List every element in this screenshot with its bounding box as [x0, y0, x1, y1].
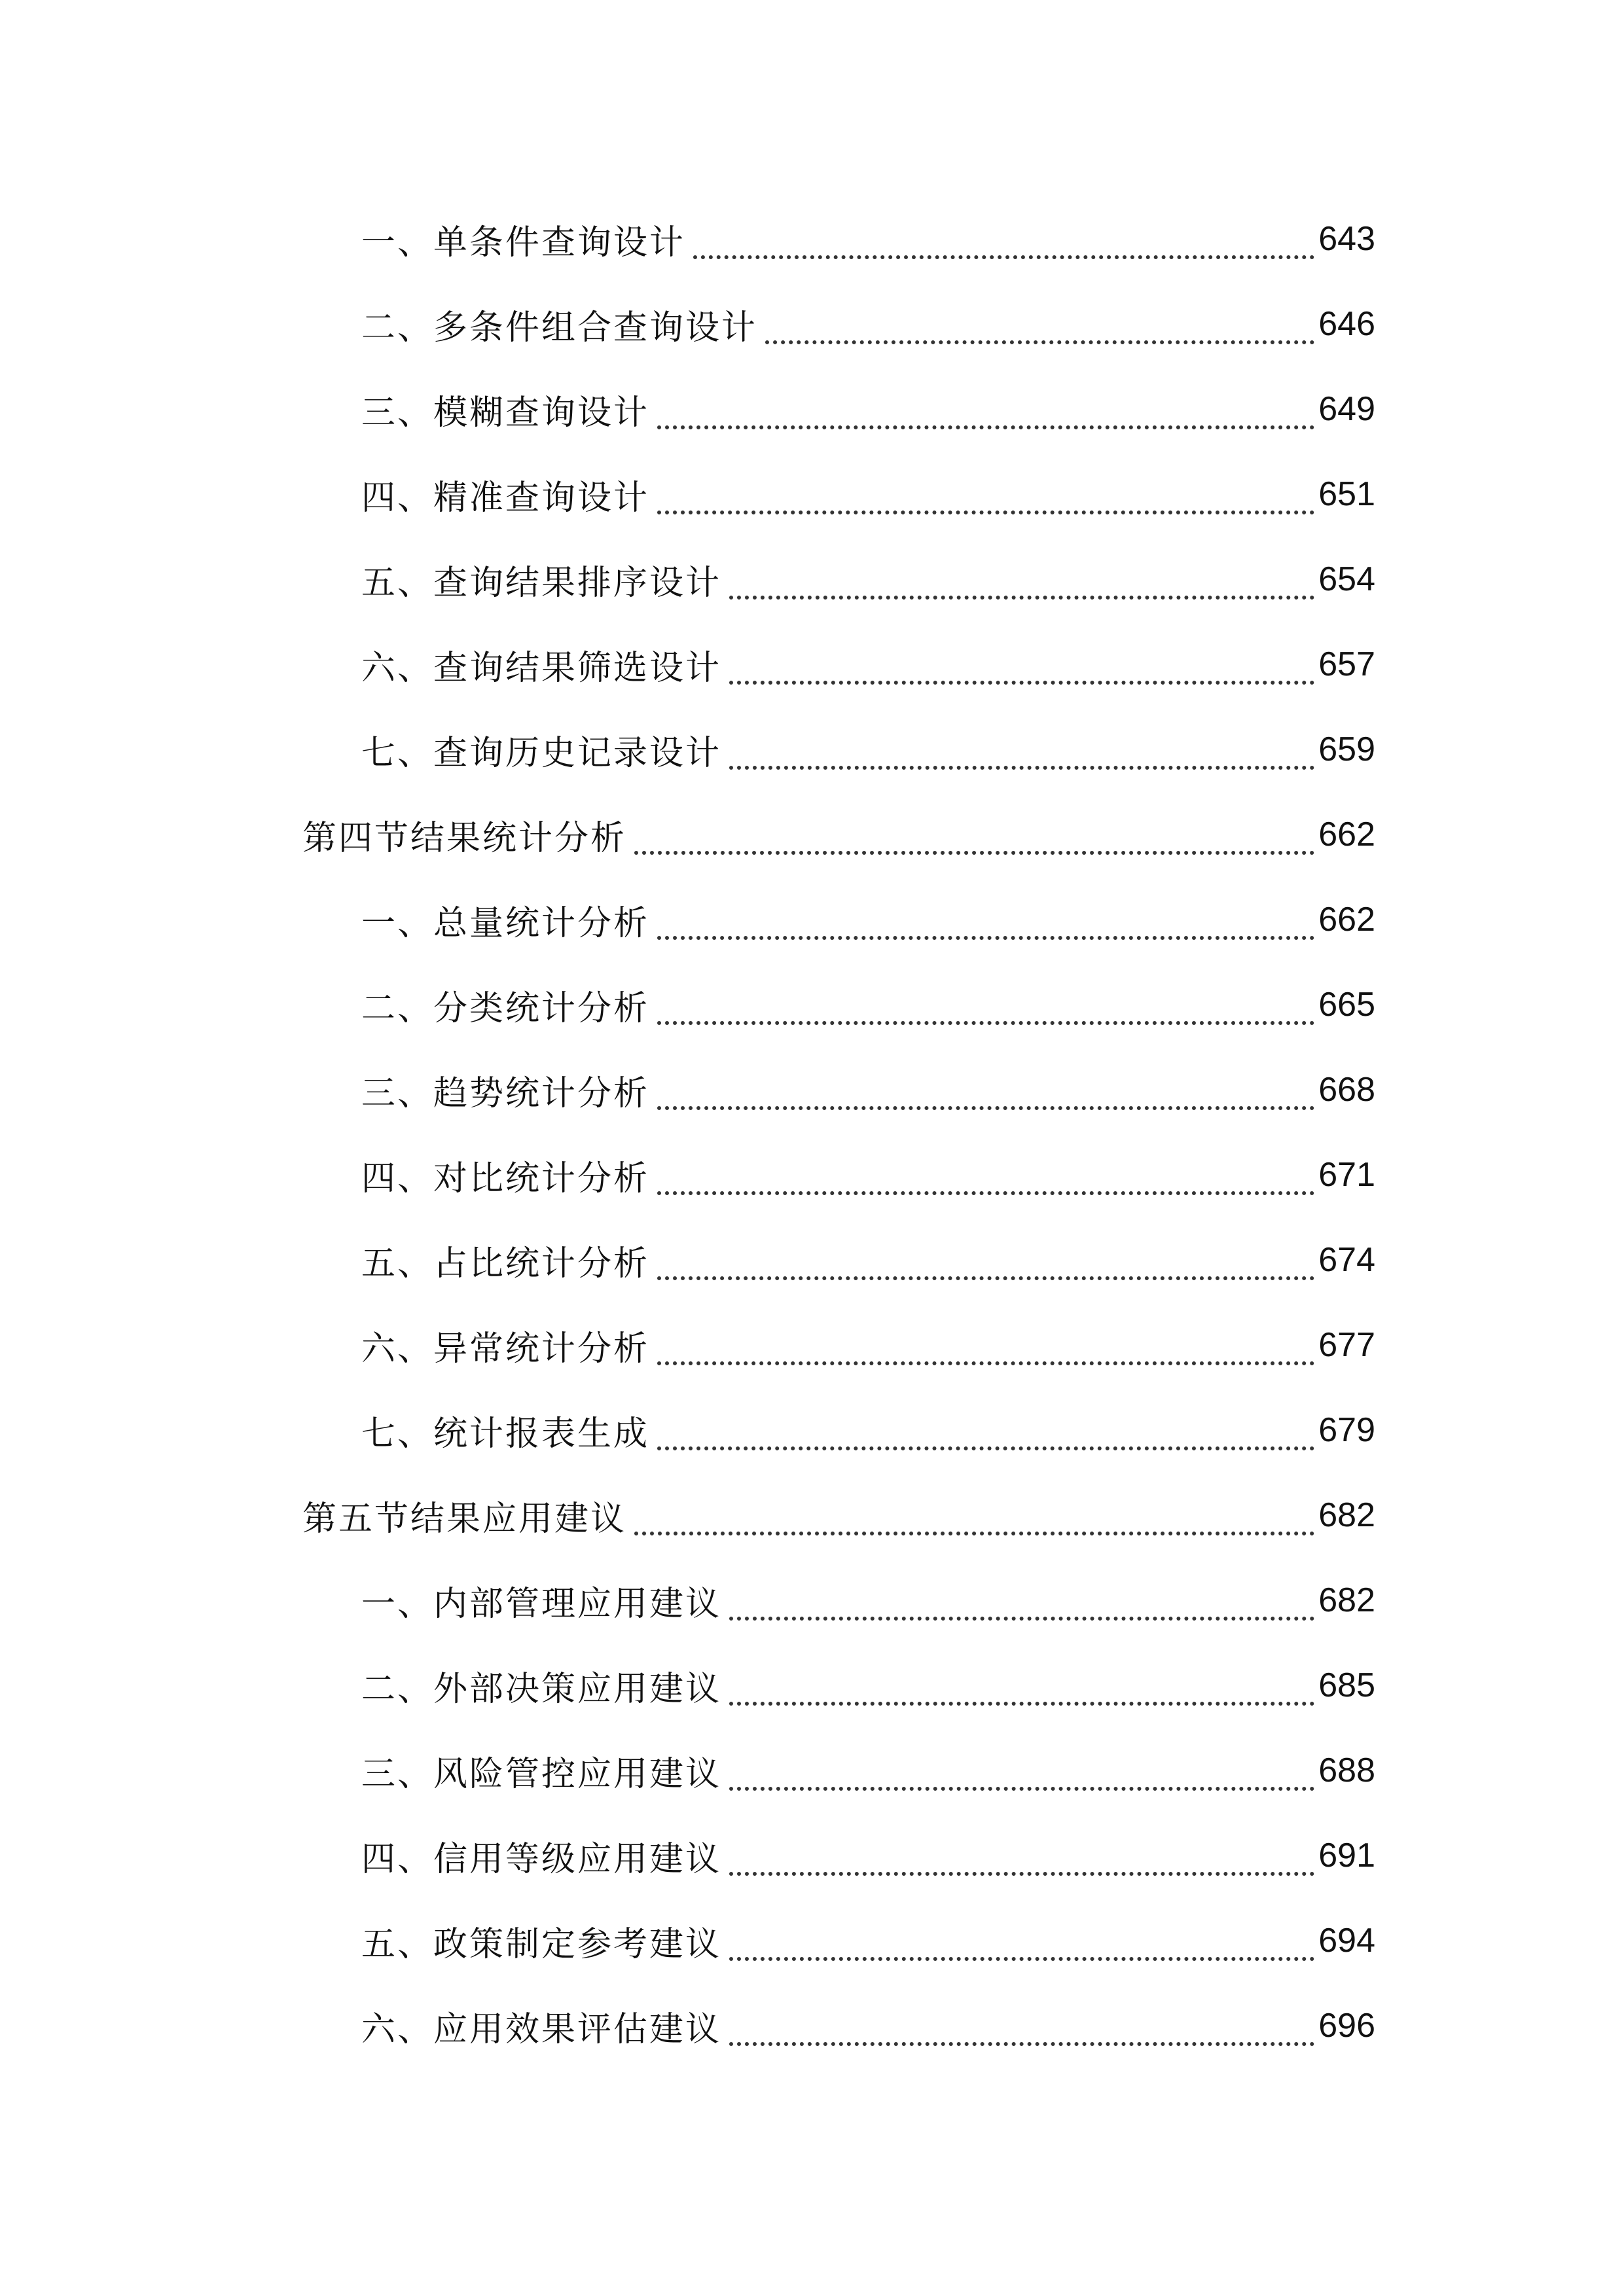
dot-leader: [729, 1838, 1314, 1876]
toc-entry-title: 三、趋势统计分析: [361, 1073, 650, 1113]
toc-entry-title: 六、应用效果评估建议: [361, 2009, 722, 2049]
toc-entry[interactable]: [0, 707, 1624, 792]
dot-leader: [729, 1923, 1314, 1961]
toc-entry-page: 657: [1318, 645, 1375, 683]
toc-entry[interactable]: [0, 196, 1624, 281]
toc-entry[interactable]: [0, 1813, 1624, 1898]
dot-leader: [634, 817, 1314, 855]
toc-entry[interactable]: [0, 962, 1624, 1047]
toc-entry[interactable]: [0, 281, 1624, 367]
toc-entry-page: 643: [1318, 220, 1375, 258]
toc-entry-title: 五、占比统计分析: [361, 1244, 650, 1283]
toc-entry-title: 六、查询结果筛选设计: [361, 648, 722, 688]
toc-entry-title: 七、查询历史记录设计: [361, 733, 722, 773]
dot-leader: [657, 902, 1314, 940]
toc-entry-page: 651: [1318, 475, 1375, 513]
toc-entry-page: 662: [1318, 901, 1375, 939]
toc-entry-title: 一、总量统计分析: [361, 903, 650, 943]
toc-entry-page: 696: [1318, 2007, 1375, 2045]
toc-entry[interactable]: [0, 1983, 1624, 2068]
toc-entry-page: 671: [1318, 1156, 1375, 1194]
dot-leader: [657, 987, 1314, 1025]
dot-leader: [657, 1242, 1314, 1280]
toc-entry-page: 682: [1318, 1581, 1375, 1619]
toc-entry[interactable]: [0, 1132, 1624, 1217]
toc-entry-title: 第五节结果应用建议: [302, 1499, 627, 1539]
toc-entry-page: 685: [1318, 1666, 1375, 1704]
toc-entry-page: 668: [1318, 1071, 1375, 1109]
dot-leader: [729, 732, 1314, 770]
toc-entry-page: 688: [1318, 1751, 1375, 1789]
toc-section-heading[interactable]: [0, 792, 1624, 877]
dot-leader: [729, 1753, 1314, 1791]
dot-leader: [657, 1157, 1314, 1195]
toc-entry-title: 二、分类统计分析: [361, 988, 650, 1028]
toc-entry[interactable]: [0, 622, 1624, 707]
dot-leader: [729, 1583, 1314, 1621]
toc-entry-title: 三、模糊查询设计: [361, 393, 650, 433]
toc-entry[interactable]: [0, 452, 1624, 537]
toc-entry-title: 一、单条件查询设计: [361, 223, 686, 262]
toc-entry[interactable]: [0, 367, 1624, 452]
toc-entry-page: 679: [1318, 1411, 1375, 1449]
toc-entry-title: 六、异常统计分析: [361, 1329, 650, 1369]
toc-entry[interactable]: [0, 1217, 1624, 1302]
toc-entry-title: 第四节结果统计分析: [302, 818, 627, 858]
dot-leader: [729, 562, 1314, 600]
toc-entry[interactable]: [0, 1047, 1624, 1132]
toc-entry-page: 659: [1318, 730, 1375, 768]
toc-entry[interactable]: [0, 877, 1624, 962]
toc-entry-title: 二、外部决策应用建议: [361, 1669, 722, 1709]
toc-entry-title: 五、查询结果排序设计: [361, 563, 722, 603]
dot-leader: [657, 476, 1314, 514]
toc-entry-page: 691: [1318, 1837, 1375, 1874]
dot-leader: [693, 221, 1314, 259]
toc-entry[interactable]: [0, 1302, 1624, 1388]
dot-leader: [657, 1327, 1314, 1365]
dot-leader: [729, 2008, 1314, 2046]
toc-entry-page: 665: [1318, 986, 1375, 1024]
dot-leader: [657, 1412, 1314, 1450]
dot-leader: [729, 647, 1314, 685]
toc-entry[interactable]: [0, 537, 1624, 622]
toc-entry-page: 649: [1318, 390, 1375, 428]
toc-entry-page: 674: [1318, 1241, 1375, 1279]
toc-entry-title: 五、政策制定参考建议: [361, 1924, 722, 1964]
toc-entry-page: 677: [1318, 1326, 1375, 1364]
dot-leader: [729, 1668, 1314, 1706]
dot-leader: [634, 1498, 1314, 1535]
toc-entry-title: 四、信用等级应用建议: [361, 1839, 722, 1879]
toc-entry-title: 四、对比统计分析: [361, 1158, 650, 1198]
table-of-contents: [0, 196, 1624, 2068]
toc-entry-page: 654: [1318, 560, 1375, 598]
toc-section-heading[interactable]: [0, 1473, 1624, 1558]
toc-entry-title: 四、精准查询设计: [361, 478, 650, 518]
toc-entry-title: 二、多条件组合查询设计: [361, 308, 758, 348]
toc-entry[interactable]: [0, 1388, 1624, 1473]
dot-leader: [657, 391, 1314, 429]
toc-entry-page: 694: [1318, 1922, 1375, 1960]
toc-entry-title: 七、统计报表生成: [361, 1414, 650, 1454]
toc-entry-title: 一、内部管理应用建议: [361, 1584, 722, 1624]
toc-entry-page: 646: [1318, 305, 1375, 343]
toc-entry-title: 三、风险管控应用建议: [361, 1754, 722, 1794]
toc-entry[interactable]: [0, 1898, 1624, 1983]
dot-leader: [657, 1072, 1314, 1110]
toc-entry-page: 682: [1318, 1496, 1375, 1534]
toc-entry[interactable]: [0, 1643, 1624, 1728]
dot-leader: [765, 306, 1314, 344]
toc-entry[interactable]: [0, 1558, 1624, 1643]
toc-entry[interactable]: [0, 1728, 1624, 1813]
toc-entry-page: 662: [1318, 816, 1375, 853]
